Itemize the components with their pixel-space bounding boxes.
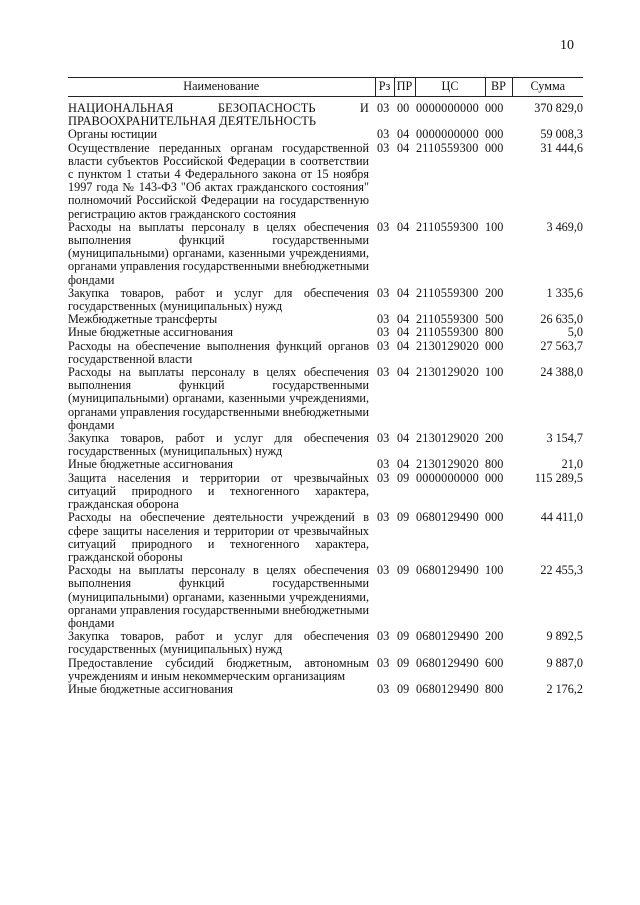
row-vr: 800 bbox=[485, 325, 504, 340]
page-number: 10 bbox=[560, 38, 574, 53]
row-cs: 2110559300 bbox=[416, 325, 479, 340]
row-cs: 2110559300 bbox=[416, 312, 479, 327]
row-vr: 500 bbox=[485, 312, 504, 327]
table-row bbox=[68, 511, 583, 564]
row-rz: 03 bbox=[377, 431, 390, 446]
row-pr: 09 bbox=[397, 510, 410, 525]
row-name: Закупка товаров, работ и услуг для обеспечения государственных (муниципальных) нужд bbox=[68, 285, 369, 314]
row-vr: 200 bbox=[485, 629, 504, 644]
row-pr: 04 bbox=[397, 338, 410, 353]
row-rz: 03 bbox=[377, 470, 390, 485]
row-name: Защита населения и территории от чрезвычайных ситуаций природного и техногенного характера, гражданская оборона bbox=[68, 470, 369, 512]
row-sum: 27 563,7 bbox=[540, 338, 583, 353]
table-row bbox=[68, 472, 583, 512]
row-sum: 22 455,3 bbox=[540, 563, 583, 578]
row-pr: 04 bbox=[397, 219, 410, 234]
row-rz: 03 bbox=[377, 140, 390, 155]
row-name: Предоставление субсидий бюджетным, автономным учреждениям и иным некоммерческим организациям bbox=[68, 655, 369, 683]
table-row bbox=[68, 458, 583, 471]
row-vr: 000 bbox=[485, 338, 504, 353]
header-rz: Рз bbox=[375, 78, 394, 97]
row-vr: 100 bbox=[485, 219, 504, 234]
row-vr: 200 bbox=[485, 431, 504, 446]
row-vr: 000 bbox=[485, 127, 504, 142]
row-vr: 000 bbox=[485, 470, 504, 485]
row-cs: 0000000000 bbox=[416, 127, 479, 142]
row-pr: 09 bbox=[397, 655, 410, 670]
table-body bbox=[68, 97, 583, 697]
header-vr: ВР bbox=[485, 78, 512, 97]
table-row bbox=[68, 683, 583, 696]
row-rz: 03 bbox=[377, 563, 390, 578]
table-row bbox=[68, 221, 583, 287]
row-sum: 5,0 bbox=[567, 325, 583, 340]
row-rz: 03 bbox=[377, 457, 390, 472]
row-pr: 04 bbox=[397, 127, 410, 142]
row-rz: 03 bbox=[377, 101, 390, 115]
row-rz: 03 bbox=[377, 127, 390, 142]
row-sum: 44 411,0 bbox=[540, 510, 583, 525]
row-sum: 9 892,5 bbox=[546, 629, 583, 644]
row-pr: 04 bbox=[397, 431, 410, 446]
row-rz: 03 bbox=[377, 655, 390, 670]
row-pr: 04 bbox=[397, 325, 410, 340]
row-rz: 03 bbox=[377, 629, 390, 644]
row-cs: 2130129020 bbox=[416, 457, 479, 472]
row-cs: 2110559300 bbox=[416, 140, 479, 155]
row-pr: 09 bbox=[397, 563, 410, 578]
row-vr: 000 bbox=[485, 510, 504, 525]
table-row bbox=[68, 287, 583, 313]
row-rz: 03 bbox=[377, 325, 390, 340]
row-rz: 03 bbox=[377, 365, 390, 380]
row-name: НАЦИОНАЛЬНАЯ БЕЗОПАСНОСТЬ И ПРАВООХРАНИТЕЛЬНАЯ ДЕЯТЕЛЬНОСТЬ bbox=[68, 101, 369, 129]
row-pr: 00 bbox=[397, 101, 410, 115]
row-pr: 09 bbox=[397, 681, 410, 696]
table-row bbox=[68, 564, 583, 630]
row-vr: 800 bbox=[485, 457, 504, 472]
header-name: Наименование bbox=[68, 78, 375, 97]
row-name: Межбюджетные трансферты bbox=[68, 312, 218, 327]
row-name: Осуществление переданных органам государственной власти субъектов Российской Федерации в соответствии с пунктом 1 статьи 4 Федерального закона от 15 ноября 1997 года № 143-ФЗ "Об актах гражданского состояния" полномочий Российской Федерации на государственную регистрацию актов гражданского состояния bbox=[68, 140, 369, 221]
row-pr: 04 bbox=[397, 285, 410, 300]
row-cs: 2110559300 bbox=[416, 285, 479, 300]
row-pr: 09 bbox=[397, 470, 410, 485]
row-rz: 03 bbox=[377, 219, 390, 234]
row-name: Расходы на обеспечение выполнения функций органов государственной власти bbox=[68, 338, 369, 366]
row-sum: 26 635,0 bbox=[540, 312, 583, 327]
row-name: Иные бюджетные ассигнования bbox=[68, 681, 234, 696]
row-name: Расходы на выплаты персоналу в целях обеспечения выполнения функций государственными (муниципальными) органами, казенными учреждениями, органами управления государственными внебюджетными фондами bbox=[68, 219, 369, 287]
table-row bbox=[68, 326, 583, 339]
row-rz: 03 bbox=[377, 285, 390, 300]
row-name: Расходы на выплаты персоналу в целях обеспечения выполнения функций государственными (муниципальными) органами, казенными учреждениями, органами управления государственными внебюджетными фондами bbox=[68, 365, 369, 432]
table-row bbox=[68, 366, 583, 432]
row-sum: 21,0 bbox=[561, 457, 583, 472]
table-row bbox=[68, 630, 583, 656]
table-row bbox=[68, 128, 583, 141]
row-vr: 600 bbox=[485, 655, 504, 670]
row-rz: 03 bbox=[377, 338, 390, 353]
row-vr: 000 bbox=[485, 101, 504, 115]
row-cs: 0680129490 bbox=[416, 629, 479, 644]
row-sum: 3 154,7 bbox=[546, 431, 583, 446]
row-sum: 1 335,6 bbox=[546, 285, 583, 300]
row-rz: 03 bbox=[377, 510, 390, 525]
row-name: Иные бюджетные ассигнования bbox=[68, 457, 234, 472]
row-sum: 3 469,0 bbox=[546, 219, 583, 234]
row-sum: 24 388,0 bbox=[540, 365, 583, 380]
row-vr: 200 bbox=[485, 285, 504, 300]
table-header-row bbox=[68, 78, 583, 97]
header-sum: Сумма bbox=[512, 78, 583, 97]
row-vr: 000 bbox=[485, 140, 504, 155]
row-pr: 04 bbox=[397, 312, 410, 327]
row-name: Расходы на выплаты персоналу в целях обеспечения выполнения функций государственными (муниципальными) органами, казенными учреждениями, органами управления государственными внебюджетными фондами bbox=[68, 563, 369, 630]
row-cs: 0680129490 bbox=[416, 655, 479, 670]
row-name: Расходы на обеспечение деятельности учреждений в сфере защиты населения и территории от чрезвычайных ситуаций природного и техногенного характера, гражданской обороны bbox=[68, 510, 369, 564]
row-vr: 100 bbox=[485, 365, 504, 380]
row-rz: 03 bbox=[377, 312, 390, 327]
row-vr: 100 bbox=[485, 563, 504, 578]
row-sum: 115 289,5 bbox=[534, 470, 583, 485]
row-cs: 2130129020 bbox=[416, 365, 479, 380]
row-name: Органы юстиции bbox=[68, 127, 157, 142]
header-cs: ЦС bbox=[415, 78, 485, 97]
row-cs: 0000000000 bbox=[416, 101, 479, 115]
table-row bbox=[68, 97, 583, 129]
table-row bbox=[68, 432, 583, 458]
table-row bbox=[68, 142, 583, 221]
row-name: Закупка товаров, работ и услуг для обеспечения государственных (муниципальных) нужд bbox=[68, 629, 369, 657]
row-cs: 2130129020 bbox=[416, 431, 479, 446]
row-sum: 9 887,0 bbox=[546, 655, 583, 670]
row-cs: 2110559300 bbox=[416, 219, 479, 234]
budget-table bbox=[68, 77, 583, 696]
row-sum: 31 444,6 bbox=[540, 140, 583, 155]
row-pr: 09 bbox=[397, 629, 410, 644]
row-cs: 0680129490 bbox=[416, 681, 479, 696]
table-row bbox=[68, 340, 583, 366]
row-pr: 04 bbox=[397, 457, 410, 472]
row-sum: 2 176,2 bbox=[546, 681, 583, 696]
row-pr: 04 bbox=[397, 140, 410, 155]
row-name: Закупка товаров, работ и услуг для обеспечения государственных (муниципальных) нужд bbox=[68, 431, 369, 459]
row-cs: 0000000000 bbox=[416, 470, 479, 485]
row-cs: 0680129490 bbox=[416, 563, 479, 578]
row-vr: 800 bbox=[485, 681, 504, 696]
row-sum: 370 829,0 bbox=[534, 101, 583, 115]
table-row bbox=[68, 657, 583, 683]
row-sum: 59 008,3 bbox=[540, 127, 583, 142]
row-rz: 03 bbox=[377, 681, 390, 696]
header-pr: ПР bbox=[394, 78, 415, 97]
row-name: Иные бюджетные ассигнования bbox=[68, 325, 234, 340]
row-cs: 2130129020 bbox=[416, 338, 479, 353]
row-cs: 0680129490 bbox=[416, 510, 479, 525]
row-pr: 04 bbox=[397, 365, 410, 380]
